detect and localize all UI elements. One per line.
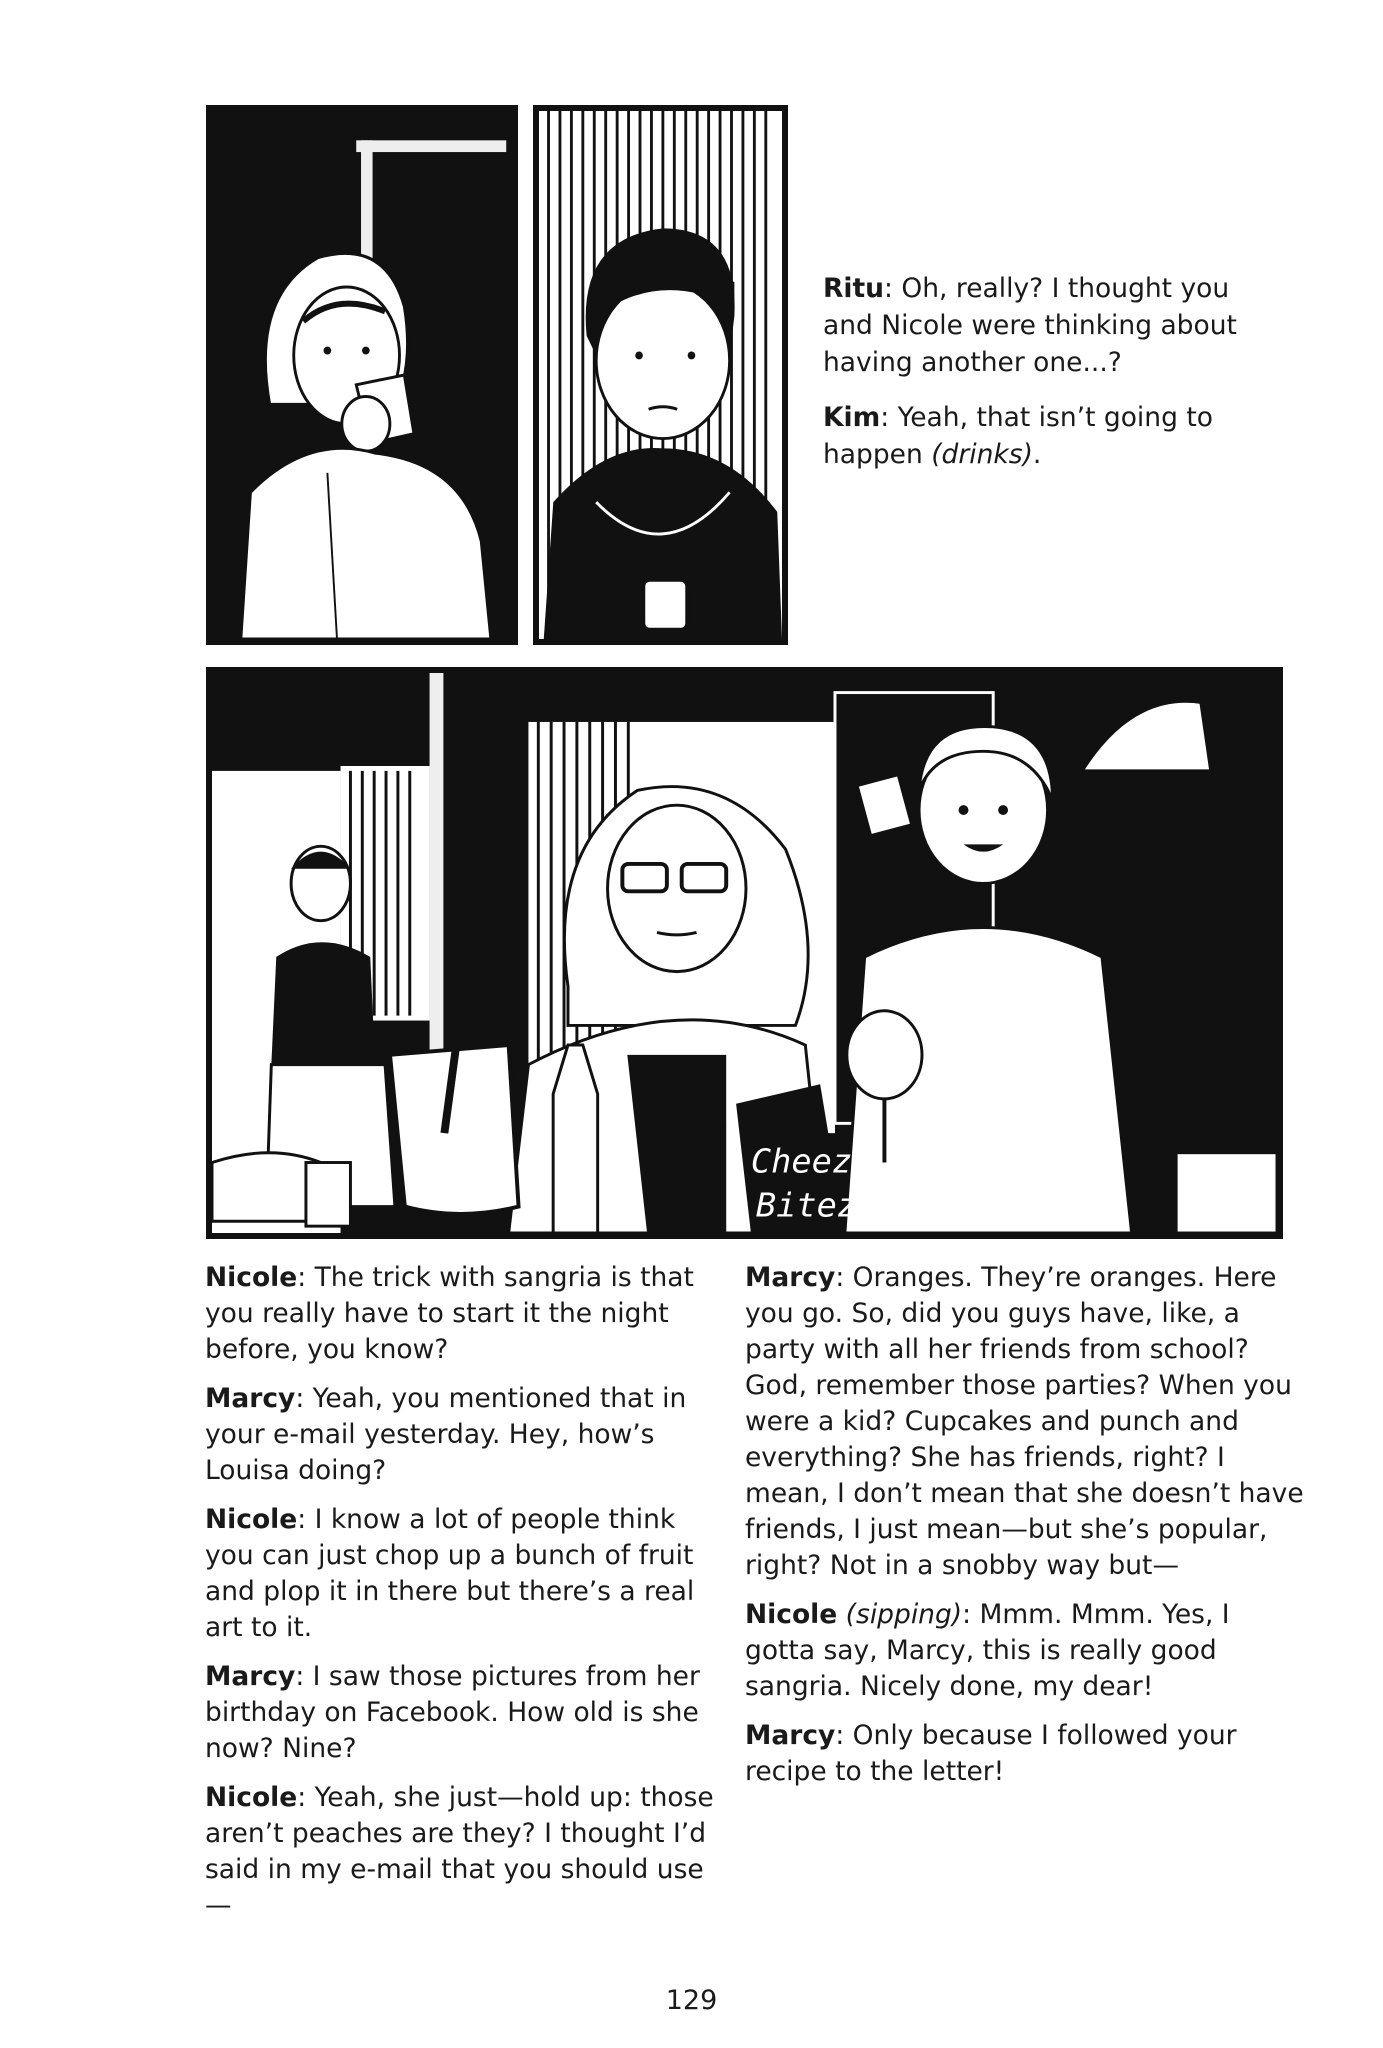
speaker-name: Nicole: [205, 1504, 298, 1535]
snack-box-label-line2: Bitez: [755, 1185, 858, 1225]
page-number: 129: [665, 1985, 718, 2016]
dialogue-line: [205, 1381, 715, 1489]
dialogue-text: : I saw those pictures from her birthday on Facebook. How old is she now? Nine?: [205, 1661, 700, 1764]
dialogue-right-column: [745, 1260, 1305, 1803]
dialogue-line: [745, 1260, 1305, 1584]
dialogue-line: [745, 1597, 1305, 1705]
top-caption: [823, 270, 1253, 486]
dialogue-line: [205, 1659, 715, 1767]
speaker-name: Marcy: [205, 1383, 296, 1414]
stage-direction: (drinks): [931, 439, 1033, 470]
speaker-name: Nicole: [745, 1599, 838, 1630]
stage-direction: (sipping): [845, 1599, 963, 1630]
dialogue-text: : Only because I followed your recipe to the letter!: [745, 1720, 1237, 1787]
dialogue-text: : Mmm. Mmm. Yes, I gotta say, Marcy, this is really good sangria. Nicely done, my dear!: [745, 1599, 1230, 1702]
dialogue-text: : Yeah, that isn’t going to happen: [823, 402, 1213, 470]
dialogue-text: : I know a lot of people think you can just chop up a bunch of fruit and plop it in there but there’s a real art to it.: [205, 1504, 695, 1643]
dialogue-text: : The trick with sangria is that you really have to start it the night before, you know?: [205, 1262, 694, 1365]
dialogue-line: [205, 1780, 715, 1924]
caption-line-kim: [823, 399, 1253, 473]
snack-box-label-line1: Cheez: [750, 1141, 853, 1181]
comic-panel-1: [206, 105, 518, 645]
dialogue-left-column: [205, 1260, 715, 1937]
dialogue-text: : Oh, really? I thought you and Nicole were thinking about having another one...?: [823, 273, 1237, 378]
dialogue-line: [745, 1718, 1305, 1790]
dialogue-line: [205, 1260, 715, 1368]
speaker-name: Ritu: [823, 273, 885, 304]
comic-panel-3: [206, 667, 1283, 1239]
dialogue-text-end: .: [1032, 439, 1042, 470]
dialogue-text: : Yeah, you mentioned that in your e-mail yesterday. Hey, how’s Louisa doing?: [205, 1383, 687, 1486]
panel-2-artwork: [539, 111, 782, 639]
caption-line-ritu: [823, 270, 1253, 381]
speaker-name: Marcy: [205, 1661, 296, 1692]
panel-3-artwork: [212, 673, 1277, 1233]
dialogue-text: : Yeah, she just—hold up: those aren’t peaches are they? I thought I’d said in my e-mail that you should use—: [205, 1782, 714, 1921]
comic-panel-2: [533, 105, 788, 645]
speaker-name: Nicole: [205, 1262, 298, 1293]
speaker-name: Nicole: [205, 1782, 298, 1813]
panel-1-artwork: [212, 111, 512, 639]
speaker-name: Marcy: [745, 1262, 836, 1293]
dialogue-line: [205, 1502, 715, 1646]
speaker-name: Marcy: [745, 1720, 836, 1751]
speaker-name: Kim: [823, 402, 881, 433]
dialogue-text: : Oranges. They’re oranges. Here you go. So, did you guys have, like, a party with all her friends from school? God, remember those parties? When you were a kid? Cupcakes and punch and everything? She has friends, right? I mean, I don’t mean that she doesn’t have friends, I just mean—but she’s popular, right? Not in a snobby way but—: [745, 1262, 1304, 1581]
